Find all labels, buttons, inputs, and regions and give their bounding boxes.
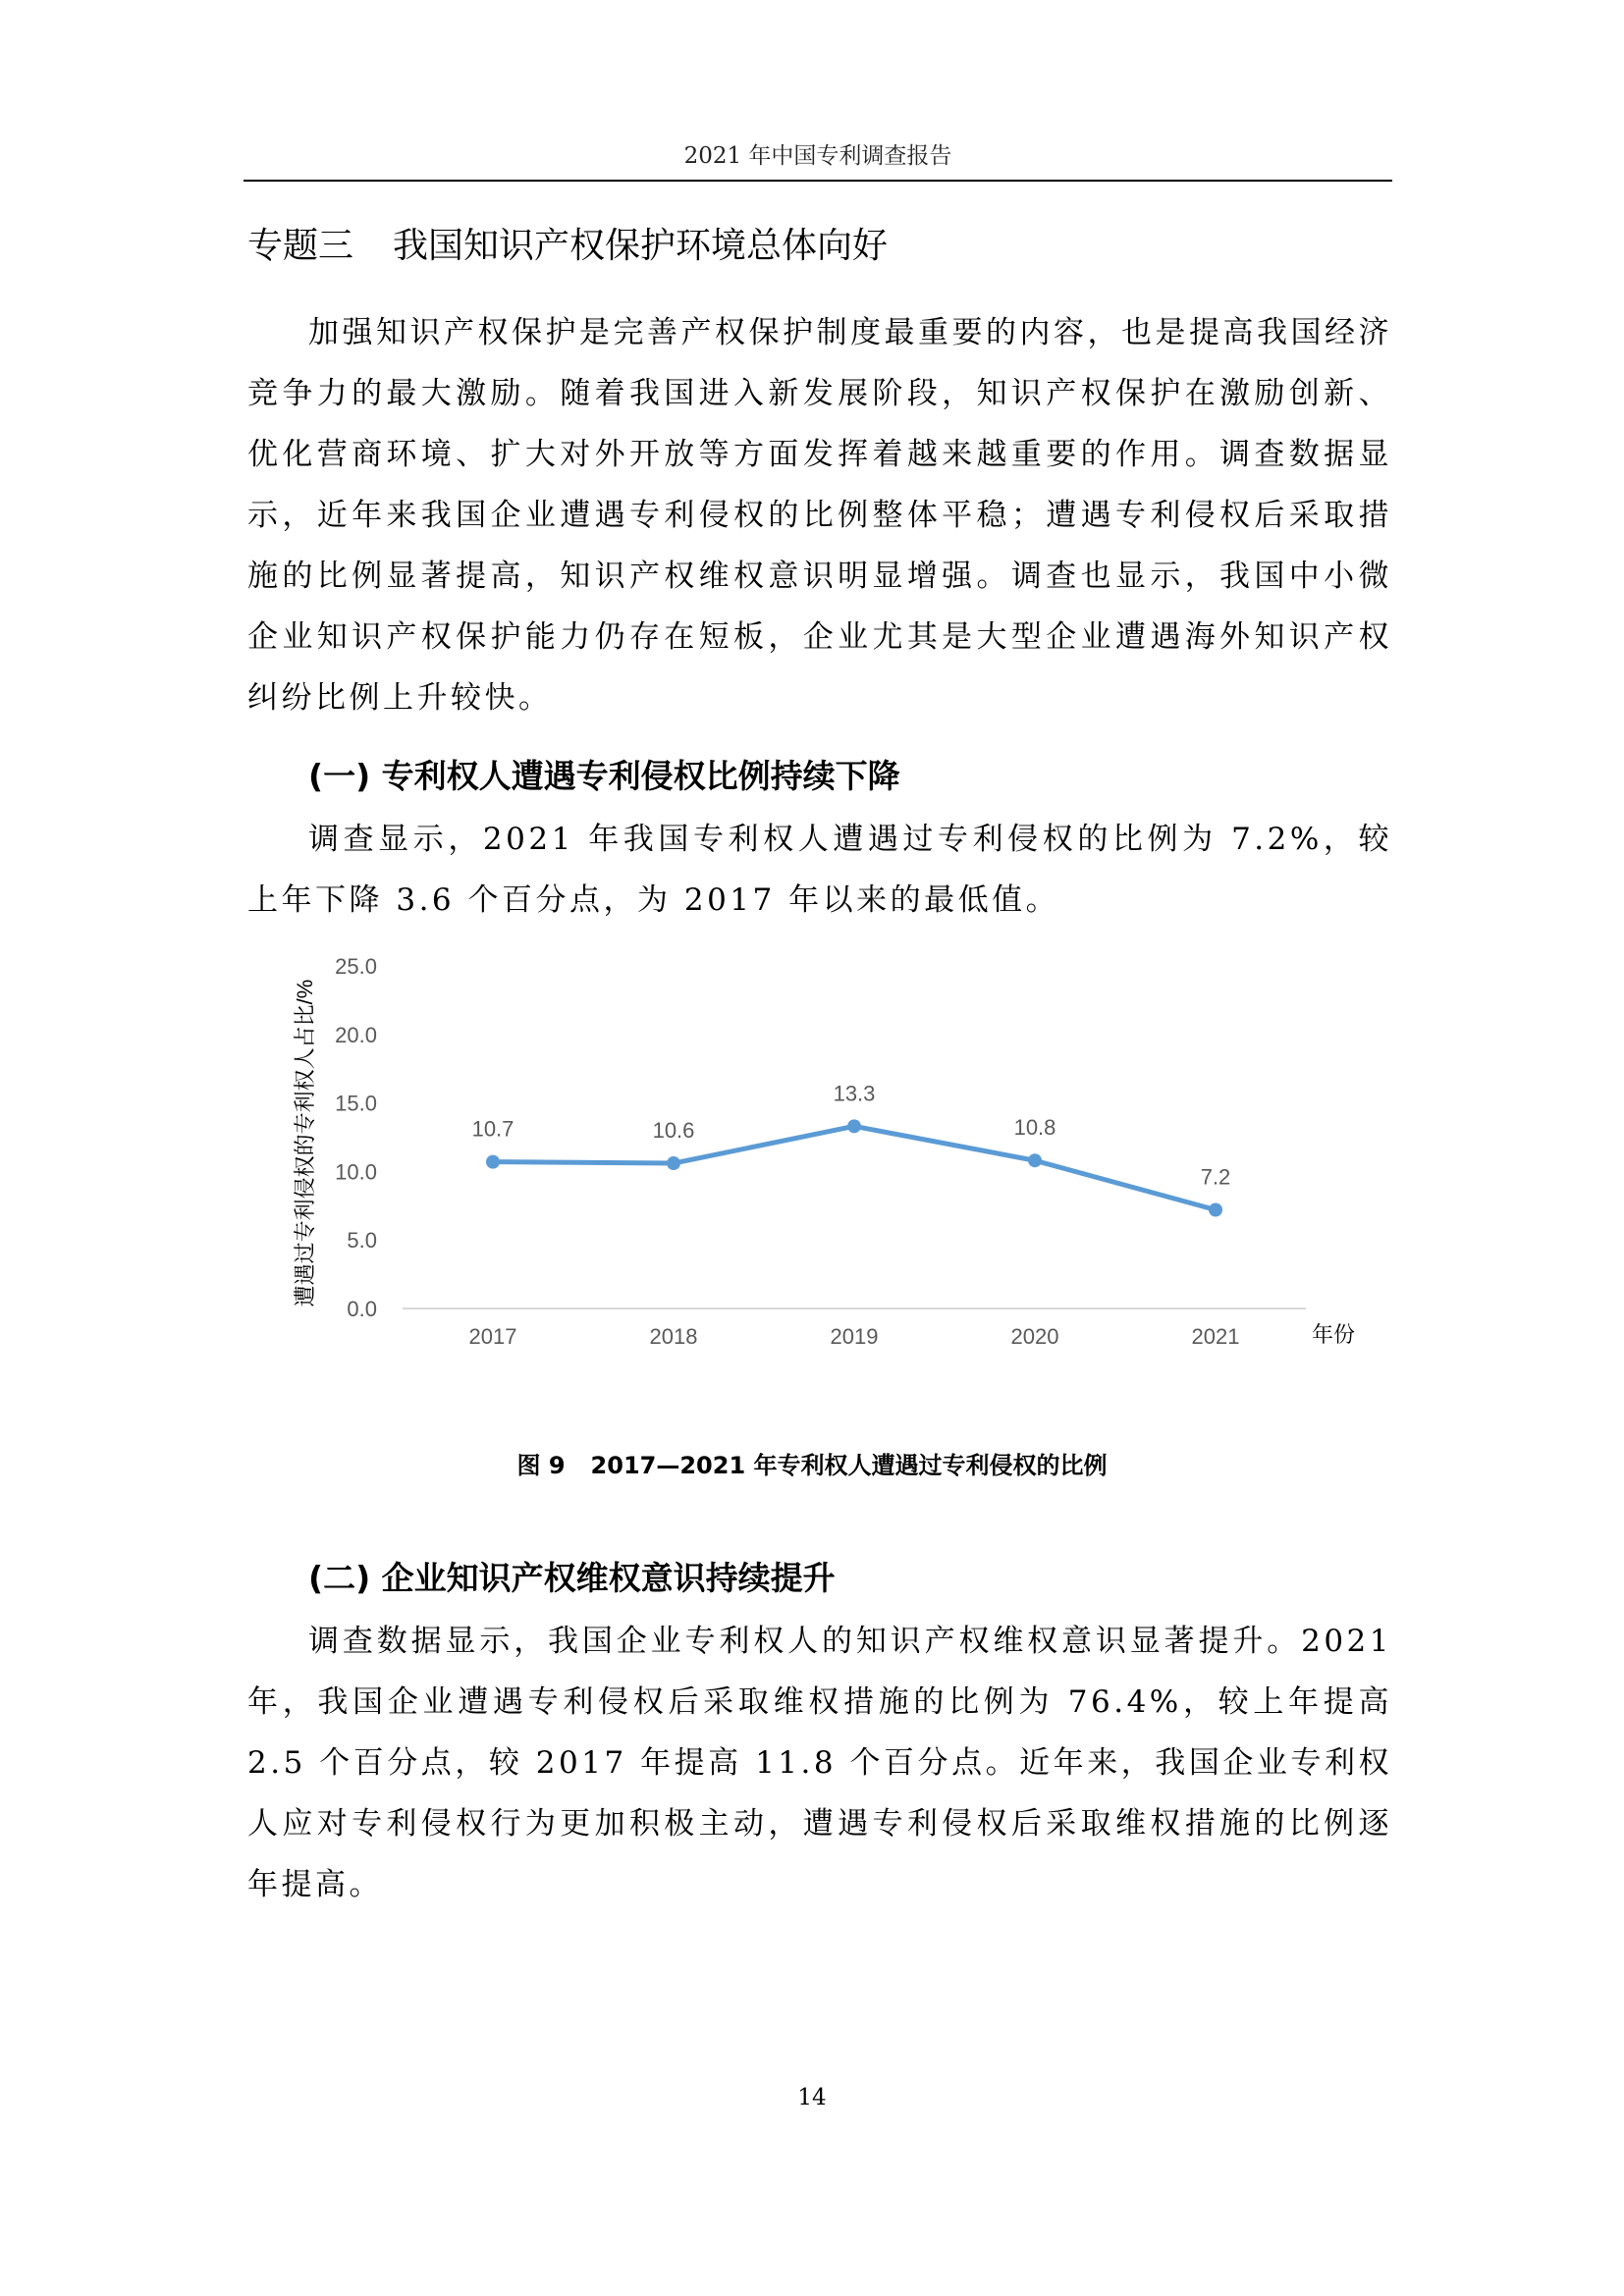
y-tick-label: 5.0 bbox=[347, 1228, 377, 1254]
y-tick-label: 15.0 bbox=[335, 1091, 377, 1116]
data-label: 10.6 bbox=[652, 1118, 695, 1144]
y-tick-label: 10.0 bbox=[335, 1159, 377, 1185]
section-title-text: 我国知识产权保护环境总体向好 bbox=[393, 226, 889, 266]
x-tick-label: 2020 bbox=[1010, 1324, 1059, 1349]
subsection-1-title: (一) 专利权人遭遇专利侵权比例持续下降 bbox=[308, 757, 900, 795]
data-point bbox=[847, 1119, 861, 1133]
page-number: 14 bbox=[797, 2085, 827, 2110]
subsection-2-paragraph: 调查数据显示，我国企业专利权人的知识产权维权意识显著提升。2021 年，我国企业遭遇专利侵权后采取维权措施的比例为 76.4%，较上年提高 2.5 个百分点，较 2017 年提高 11.8 个百分点。近年来，我国企业专利权人应对专利侵权行为更加积极主动，遭遇专利侵权后采取维权措施的比例逐年提高。 bbox=[247, 1624, 1392, 1902]
x-axis-title: 年份 bbox=[1312, 1322, 1356, 1347]
data-label: 13.3 bbox=[833, 1081, 876, 1106]
figure-caption bbox=[0, 1446, 1624, 1480]
subsection-2-title: (二) 企业知识产权维权意识持续提升 bbox=[308, 1559, 836, 1597]
data-point bbox=[486, 1155, 500, 1169]
x-axis-ticks bbox=[469, 1324, 1240, 1349]
line-chart bbox=[285, 940, 1365, 1372]
section-title bbox=[247, 218, 888, 268]
subsection-1-paragraph: 调查显示，2021 年我国专利权人遭遇过专利侵权的比例为 7.2%，较上年下降 3.6 个百分点，为 2017 年以来的最低值。 bbox=[247, 822, 1392, 918]
figure-caption-text: 2017—2021 年专利权人遭遇过专利侵权的比例 bbox=[590, 1452, 1108, 1479]
header-rule bbox=[244, 180, 1392, 182]
data-point bbox=[1209, 1202, 1222, 1216]
y-tick-label: 20.0 bbox=[335, 1022, 377, 1047]
x-tick-label: 2019 bbox=[830, 1324, 879, 1349]
x-tick-label: 2017 bbox=[468, 1324, 517, 1349]
y-axis-ticks bbox=[335, 954, 377, 1321]
data-label: 10.8 bbox=[1013, 1115, 1056, 1141]
figure-number: 图 9 bbox=[516, 1452, 566, 1479]
data-label: 7.2 bbox=[1200, 1164, 1231, 1190]
data-label: 10.7 bbox=[471, 1116, 514, 1142]
running-header: 2021 年中国专利调查报告 bbox=[683, 143, 952, 169]
y-tick-label: 0.0 bbox=[347, 1297, 377, 1321]
section-number: 专题三 bbox=[247, 226, 354, 266]
data-point bbox=[1028, 1153, 1042, 1167]
line-chart-svg bbox=[285, 940, 1365, 1372]
intro-paragraph: 加强知识产权保护是完善产权保护制度最重要的内容，也是提高我国经济竞争力的最大激励。随着我国进入新发展阶段，知识产权保护在激励创新、优化营商环境、扩大对外开放等方面发挥着越来越重要的作用。调查数据显示，近年来我国企业遭遇专利侵权的比例整体平稳；遭遇专利侵权后采取措施的比例显著提高，知识产权维权意识明显增强。调查也显示，我国中小微企业知识产权保护能力仍存在短板，企业尤其是大型企业遭遇海外知识产权纠纷比例上升较快。 bbox=[247, 315, 1392, 716]
series-group bbox=[472, 1081, 1231, 1216]
x-tick-label: 2018 bbox=[649, 1324, 698, 1349]
y-tick-label: 25.0 bbox=[335, 954, 377, 979]
x-tick-label: 2021 bbox=[1191, 1324, 1240, 1349]
series-line bbox=[493, 1126, 1216, 1209]
data-point bbox=[667, 1156, 680, 1170]
y-axis-title: 遭遇过专利侵权的专利权人占比/% bbox=[293, 979, 317, 1308]
